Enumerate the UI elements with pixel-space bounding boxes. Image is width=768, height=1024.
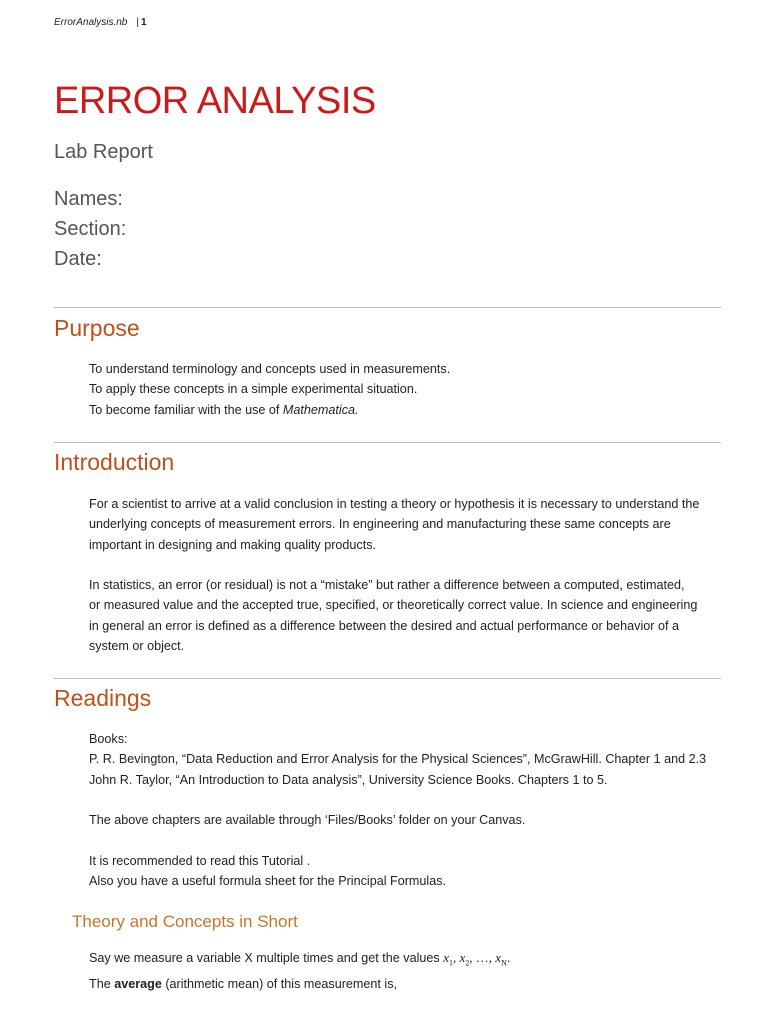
theory-line-2 xyxy=(89,974,719,994)
text-line: system or object. xyxy=(89,639,185,654)
header-separator: | xyxy=(136,17,139,28)
theory-line-2-suffix: (arithmetic mean) of this measurement is, xyxy=(161,977,397,991)
header-page-number: 1 xyxy=(140,17,147,28)
readings-notes xyxy=(89,851,719,892)
document-title: ERROR ANALYSIS xyxy=(54,80,376,122)
section-divider xyxy=(54,678,721,679)
purpose-line-2: To apply these concepts in a simple experimental situation. xyxy=(89,382,418,397)
book-reference-taylor: John R. Taylor, “An Introduction to Data analysis”, University Science Books. Chapters 1 to 5. xyxy=(89,772,608,787)
text-line: underlying concepts of measurement errors. In engineering and manufacturing these same concepts are xyxy=(89,517,671,532)
text-line: In statistics, an error (or residual) is not a “mistake” but rather a difference between a computed, estimated, xyxy=(89,578,685,592)
theory-line-1-text: Say we measure a variable X multiple times and get the values xyxy=(89,951,444,965)
date-field: Date: xyxy=(54,248,102,270)
introduction-paragraph-1 xyxy=(89,494,719,555)
formula-sheet-note: Also you have a useful formula sheet for the Principal Formulas. xyxy=(89,874,446,889)
math-x1: $x_1$, $x_2$, …, $x_N$ xyxy=(443,950,507,968)
purpose-line-1: To understand terminology and concepts used in measurements. xyxy=(89,362,451,376)
theory-text xyxy=(89,948,719,994)
readings-heading: Readings xyxy=(54,685,152,711)
section-divider xyxy=(54,307,721,308)
books-label: Books: xyxy=(89,732,128,746)
section-field: Section: xyxy=(54,218,127,240)
book-reference-bevington: P. R. Bevington, “Data Reduction and Error Analysis for the Physical Sciences”, McGrawHill. Chapter 1 and 2.3 xyxy=(89,752,707,767)
introduction-paragraph-2 xyxy=(89,575,719,657)
names-field: Names: xyxy=(54,188,123,210)
canvas-note: The above chapters are available through ‘Files/Books’ folder on your Canvas. xyxy=(89,813,526,827)
purpose-heading: Purpose xyxy=(54,315,140,341)
header-filename: ErrorAnalysis.nb xyxy=(54,17,128,28)
running-header xyxy=(54,17,147,28)
text-line: in general an error is defined as a difference between the desired and actual performance or behavior of a xyxy=(89,618,679,633)
text-line: or measured value and the accepted true, specified, or theoretically correct value. In science and engineering xyxy=(89,598,698,613)
purpose-line-3-text: To become familiar with the use of xyxy=(89,402,283,417)
document-subtitle: Lab Report xyxy=(54,141,153,163)
theory-line-2-text: The xyxy=(89,977,115,991)
average-bold: average xyxy=(114,977,162,991)
section-divider xyxy=(54,442,721,443)
period: . xyxy=(506,951,511,965)
readings-books xyxy=(89,729,719,790)
mathematica-emphasis: Mathematica. xyxy=(282,402,359,417)
purpose-line-3 xyxy=(89,400,719,420)
text-line: For a scientist to arrive at a valid conclusion in testing a theory or hypothesis it is necessary to understand the xyxy=(89,497,700,511)
text-line: important in designing and making quality products. xyxy=(89,537,377,552)
theory-line-1 xyxy=(89,948,719,974)
introduction-heading: Introduction xyxy=(54,449,175,475)
theory-heading: Theory and Concepts in Short xyxy=(72,912,298,931)
tutorial-note: It is recommended to read this Tutorial . xyxy=(89,854,311,868)
purpose-text xyxy=(89,359,719,420)
